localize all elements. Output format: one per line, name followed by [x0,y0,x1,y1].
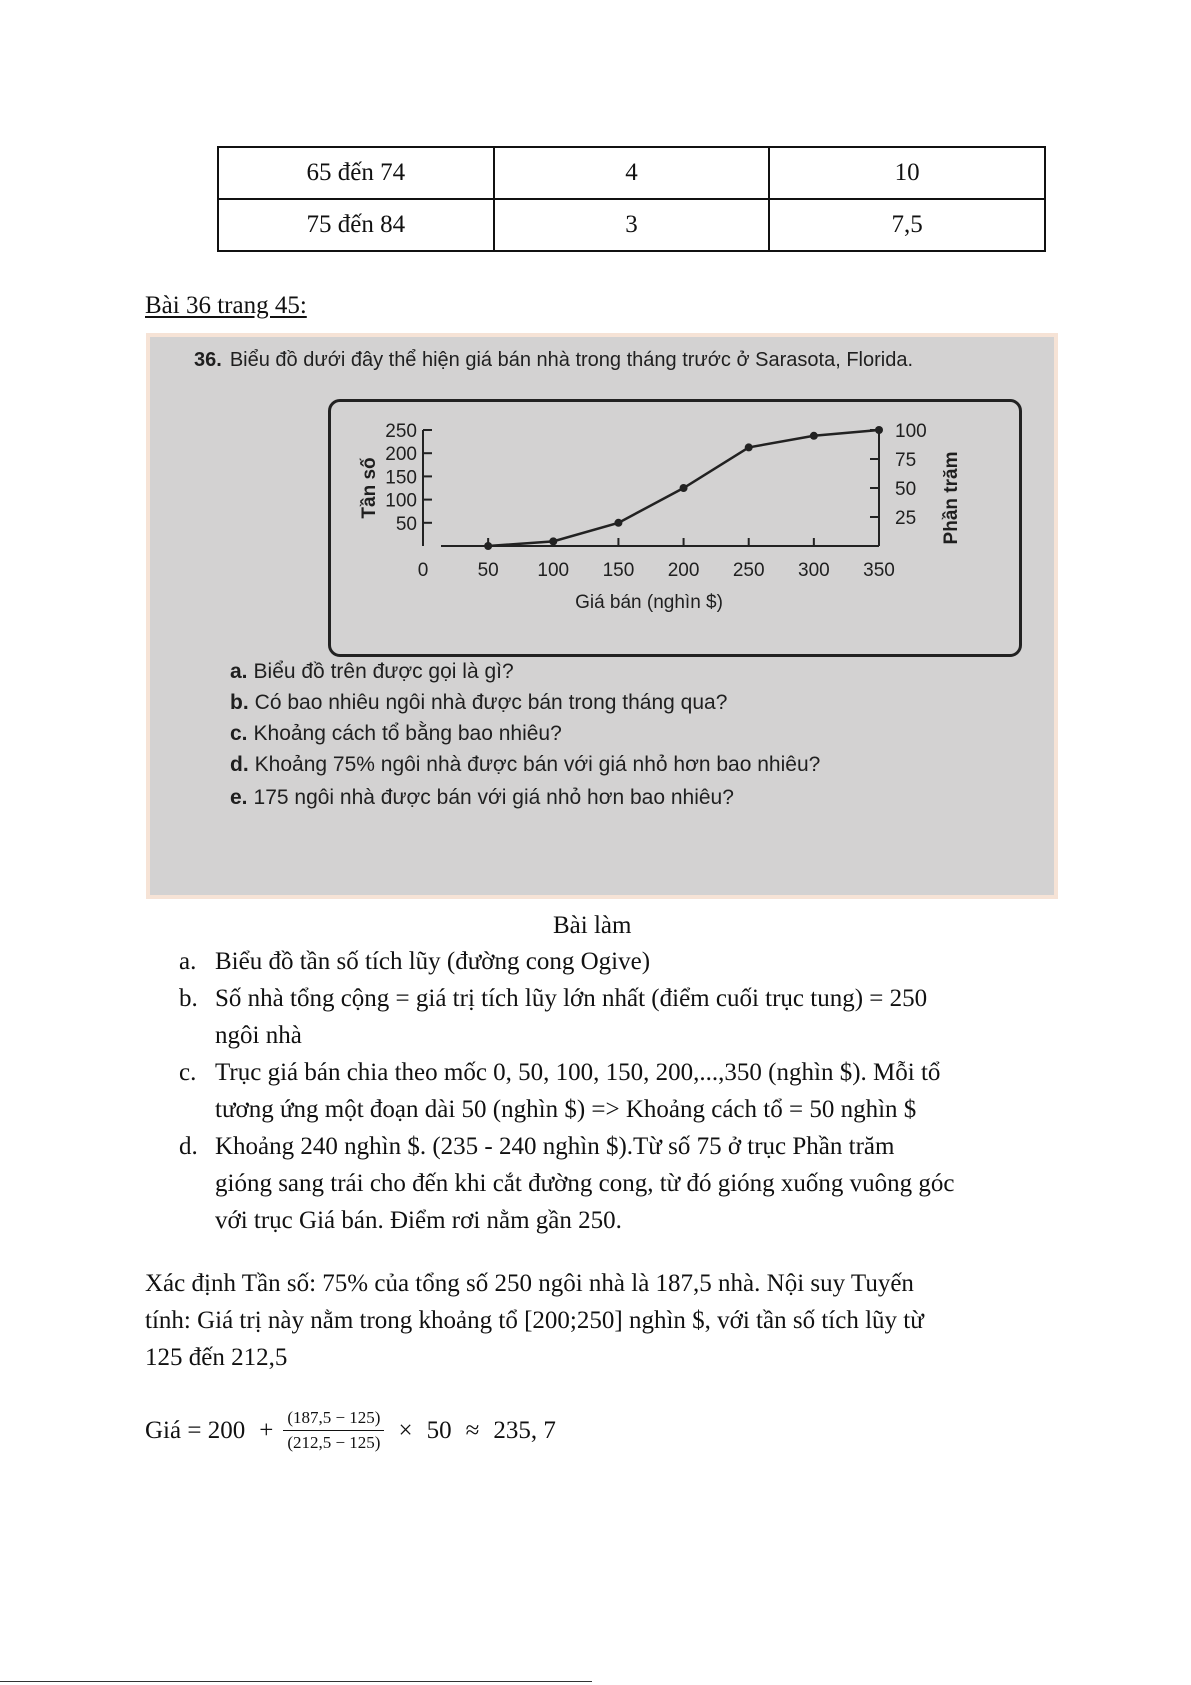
question-d [230,753,820,777]
data-point [549,537,557,545]
data-point [745,443,753,451]
x-tick-label: 250 [732,560,765,581]
ogive-chart [331,402,1019,654]
table-cell: 4 [494,147,770,199]
y-tick-label: 250 [385,421,417,442]
item-label: d. [179,1133,198,1160]
formula-approx: ≈ [465,1416,480,1444]
y-tick-label: 150 [385,467,417,489]
table-cell: 7,5 [769,199,1045,251]
table-cell: 75 đến 84 [218,199,494,251]
interpolation-formula [145,1408,556,1453]
fraction-numerator: (187,5 − 125) [283,1408,384,1431]
question-label: b. [230,691,249,714]
y-tick-label: 200 [385,444,417,466]
paragraph-line: tính: Giá trị này nằm trong khoảng tổ [200;250] nghìn $, với tần số tích lũy từ [145,1307,924,1334]
data-point [680,484,688,492]
y-right-tick-label: 50 [895,479,917,500]
question-label: e. [230,786,248,809]
data-point [614,519,622,527]
question-a [230,660,514,684]
textbook-photo [146,333,1058,899]
list-item [179,1054,1045,1128]
item-line: tương ứng một đoạn dài 50 (nghìn $) => Khoảng cách tổ = 50 nghìn $ [215,1096,917,1123]
question-text: Khoảng cách tổ bằng bao nhiêu? [253,722,562,745]
frequency-table [217,146,1046,252]
table-row [218,199,1045,251]
item-label: b. [179,985,198,1012]
data-point [810,432,818,440]
y-tick-label: 100 [385,490,417,512]
x-tick-label: 50 [477,560,499,581]
table-cell: 65 đến 74 [218,147,494,199]
chart-frame [328,399,1022,657]
problem-number: 36. [194,349,222,371]
formula-result: 235, 7 [493,1416,556,1444]
item-line: ngôi nhà [215,1022,302,1049]
x-tick-label: 300 [798,560,830,581]
y-right-tick-label: 25 [895,508,917,529]
x-tick-label: 100 [537,560,570,581]
table-cell: 3 [494,199,770,251]
formula-factor: 50 [426,1416,452,1444]
solution-list [179,943,1045,1239]
problem-statement [194,349,913,372]
question-text: 175 ngôi nhà được bán với giá nhỏ hơn bao nhiêu? [253,786,734,809]
data-point [875,426,883,434]
question-label: c. [230,722,248,745]
item-line: Số nhà tổng cộng = giá trị tích lũy lớn nhất (điểm cuối trục tung) = 250 [215,985,928,1012]
table-row [218,147,1045,199]
table-cell: 10 [769,147,1045,199]
x-tick-label: 200 [667,560,700,581]
interpolation-paragraph [145,1265,1045,1376]
item-label: a. [179,948,197,975]
problem-text: Biểu đồ dưới đây thể hiện giá bán nhà trong tháng trước ở Sarasota, Florida. [229,349,914,371]
list-item [179,980,1045,1054]
question-b [230,691,727,715]
paragraph-line: Xác định Tần số: 75% của tổng số 250 ngôi nhà là 187,5 nhà. Nội suy Tuyến [145,1270,914,1297]
item-label: c. [179,1059,197,1086]
y-right-tick-label: 75 [895,450,917,471]
footnote-divider [0,1681,592,1682]
formula-times: × [398,1416,413,1444]
y-right-axis-title: Phần trăm [941,451,962,545]
question-text: Biểu đồ trên được gọi là gì? [253,660,514,683]
y-tick-label: 50 [395,513,417,535]
x-tick-label: 150 [602,560,635,581]
item-line: gióng sang trái cho đến khi cắt đường cong, từ đó gióng xuống vuông góc [215,1170,955,1197]
formula-lhs: Giá = 200 [145,1416,246,1444]
item-line: Trục giá bán chia theo mốc 0, 50, 100, 150, 200,...,350 (nghìn $). Mỗi tổ [215,1059,941,1086]
list-item [179,1128,1045,1239]
x-tick-label: 350 [863,560,895,581]
question-text: Khoảng 75% ngôi nhà được bán với giá nhỏ hơn bao nhiêu? [254,753,821,776]
item-line: với trục Giá bán. Điểm rơi nằm gần 250. [215,1207,622,1234]
x-axis-title: Giá bán (nghìn $) [575,592,723,613]
question-label: a. [230,660,248,683]
formula-fraction [283,1408,384,1453]
question-e [230,786,734,810]
paragraph-line: 125 đến 212,5 [145,1344,288,1371]
item-line: Biểu đồ tần số tích lũy (đường cong Ogive) [215,948,651,975]
solution-title: Bài làm [553,912,632,939]
y-right-tick-label: 100 [895,421,927,442]
fraction-denominator: (212,5 − 125) [287,1433,381,1452]
item-line: Khoảng 240 nghìn $. (235 - 240 nghìn $).Từ số 75 ở trục Phần trăm [215,1133,895,1160]
question-text: Có bao nhiêu ngôi nhà được bán trong tháng qua? [254,691,728,714]
y-axis-title: Tần số [359,457,380,519]
data-point [484,542,492,550]
list-item [179,943,1045,980]
exercise-heading: Bài 36 trang 45: [145,292,307,319]
question-c [230,722,562,746]
question-label: d. [230,753,249,776]
x-tick-label: 0 [417,560,429,581]
formula-plus: + [259,1416,274,1444]
